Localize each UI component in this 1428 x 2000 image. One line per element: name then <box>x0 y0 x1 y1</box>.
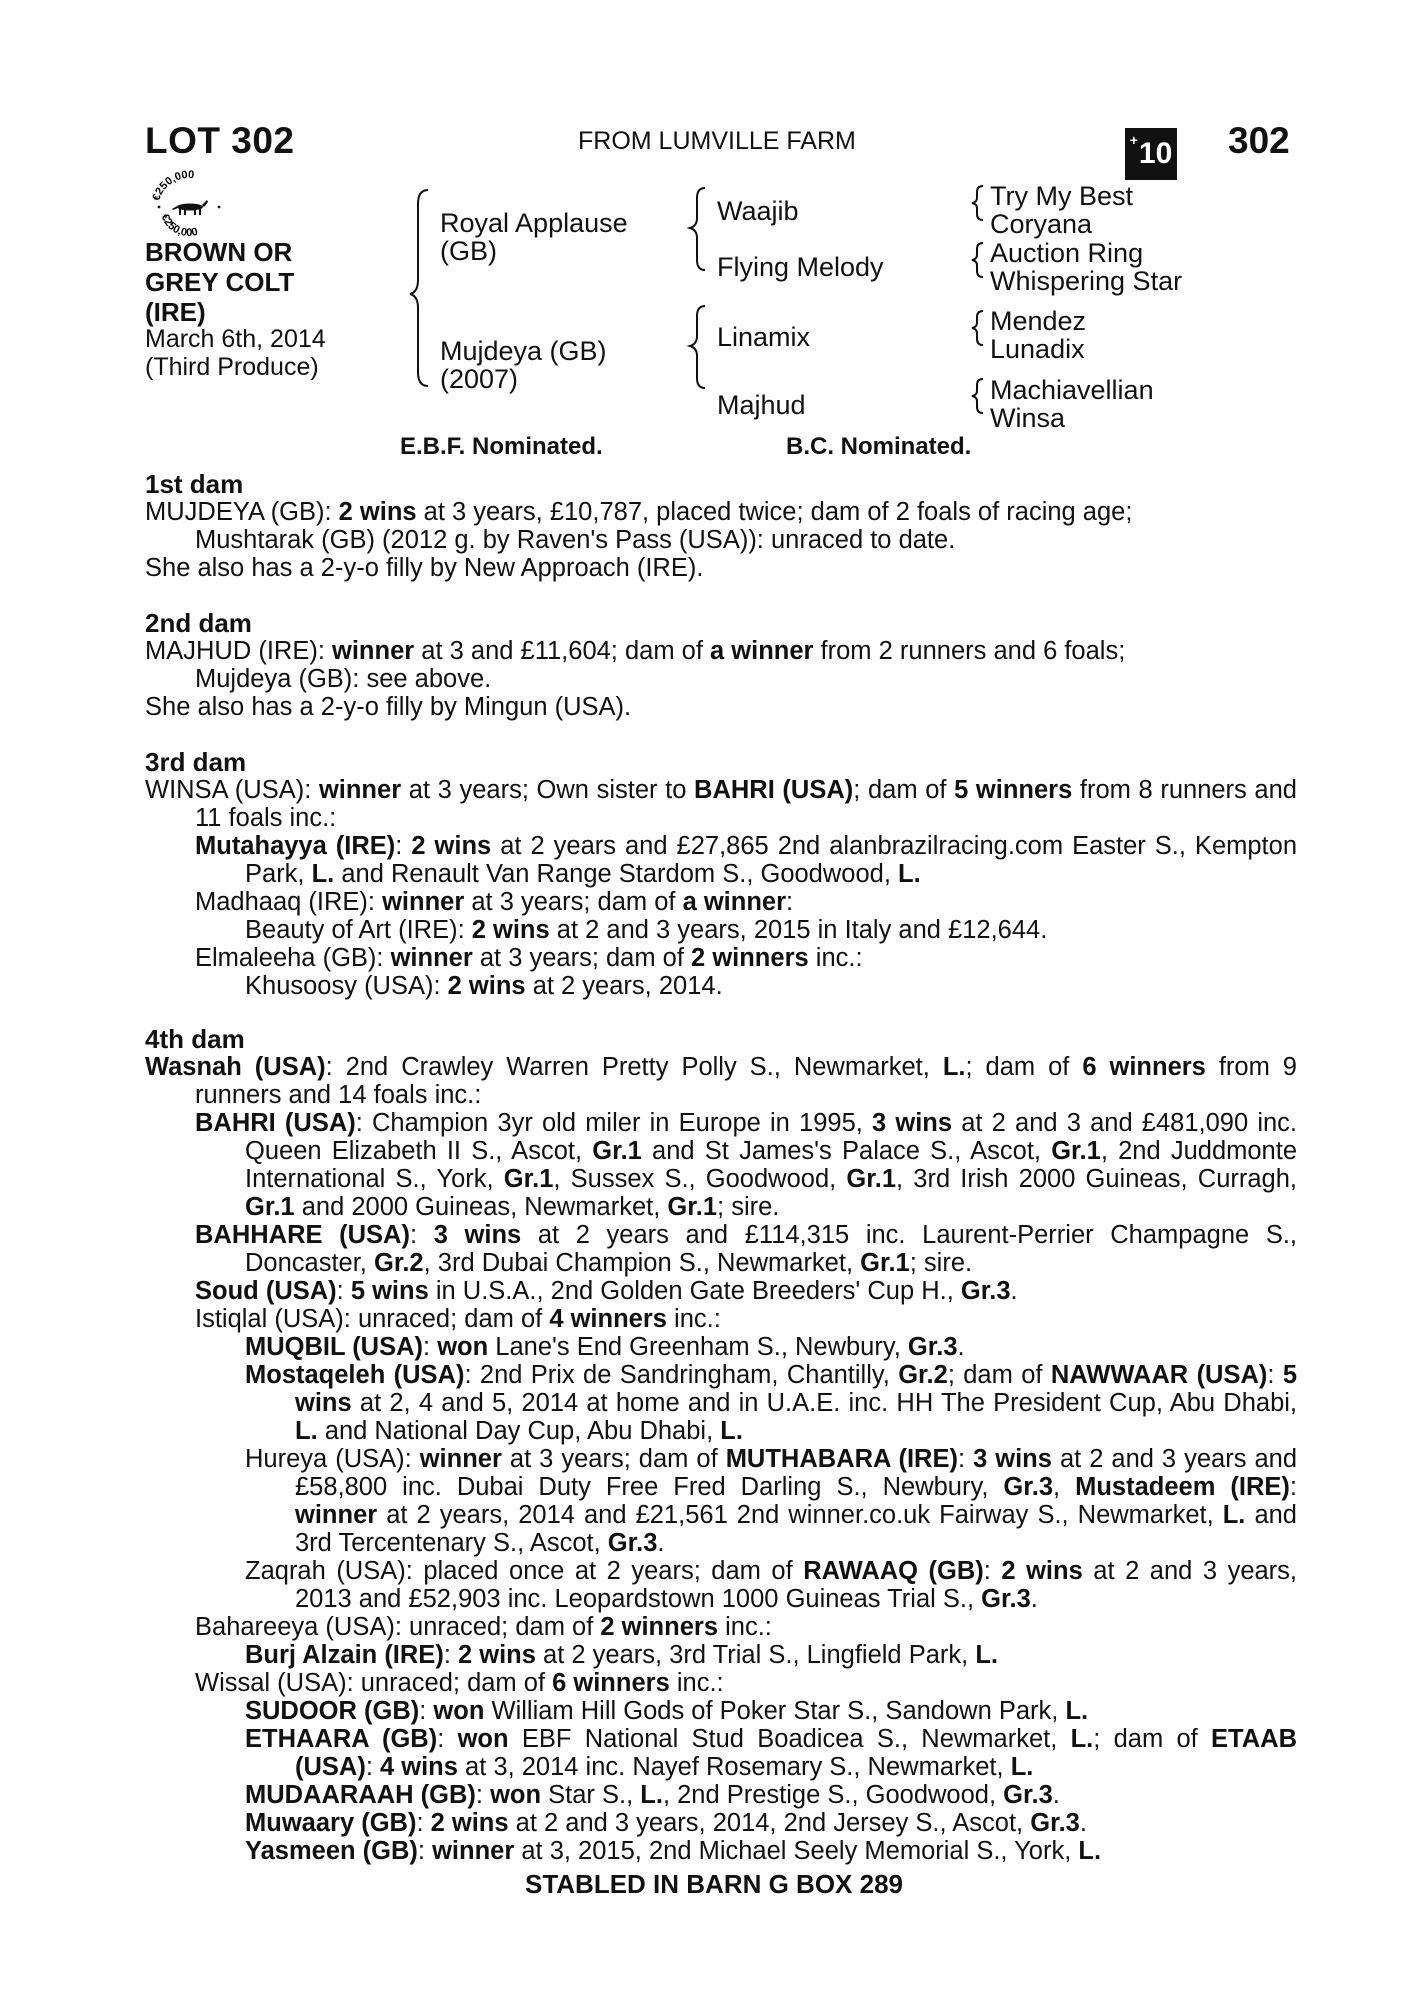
pedigree-dss: Mendez Lunadix <box>990 306 1087 364</box>
vendor-name: FROM LUMVILLE FARM <box>578 127 856 155</box>
pedigree-sire: Royal Applause (GB) <box>440 208 628 266</box>
section-heading: 2nd dam <box>145 608 252 638</box>
pedigree-dds: Machiavellian Winsa <box>990 375 1154 433</box>
horse-description: BROWN OR GREY COLT (IRE) <box>145 237 295 327</box>
stabling-info: STABLED IN BARN G BOX 289 <box>524 1869 903 1899</box>
birth-info: March 6th, 2014 (Third Produce) <box>145 325 326 381</box>
section-heading: 3rd dam <box>145 747 247 777</box>
first-dam-section: 1st dam MUJDEYA (GB): 2 wins at 3 years, £10,787, placed twice; dam of 2 foals of racing age; Mushtarak (GB) (2012 g. by Raven's Pass (USA)): unraced to date. She also has a 2-y-o filly by New Approach (IRE). <box>145 470 1297 582</box>
badge-plus10: + 10 <box>1125 128 1177 180</box>
section-heading: 4th dam <box>145 1024 245 1054</box>
pedigree-ss: Waajib <box>717 196 799 226</box>
lot-title: LOT 302 <box>145 120 295 161</box>
pedigree-sss: Try My Best Coryana <box>990 181 1134 239</box>
lot-number: 302 <box>1228 120 1290 161</box>
pedigree-sd: Flying Melody <box>717 252 884 282</box>
ebf-nominated: E.B.F. Nominated. <box>400 433 603 460</box>
second-dam-section: 2nd dam MAJHUD (IRE): winner at 3 and £11,604; dam of a winner from 2 runners and 6 foals; Mujdeya (GB): see above. She also has a 2-y-o filly by Mingun (USA). <box>145 609 1297 721</box>
pedigree-dam: Mujdeya (GB) (2007) <box>440 336 607 394</box>
pedigree-sds: Auction Ring Whispering Star <box>990 238 1183 296</box>
pedigree-dd: Majhud <box>717 390 806 420</box>
third-dam-section: 3rd dam WINSA (USA): winner at 3 years; Own sister to BAHRI (USA); dam of 5 winners from 8 runners and 11 foals inc.: Mutahayya (IRE): 2 wins at 2 years and £27,865 2nd alanbrazilracing.com Easter S., Kempton Park, L. and Renault Van Range Stardom S., Goodwood, L. Madhaaq (IRE): winner at 3 years; dam of a winner: Beauty of Art (IRE): 2 wins at 2 and 3 years, 2015 in Italy and £12,644. Elmaleeha (GB): winner at 3 years; dam of 2 winners inc.: Khusoosy (USA): 2 wins at 2 years, 2014. <box>145 747 1297 1000</box>
fourth-dam-section: 4th dam Wasnah (USA): 2nd Crawley Warren Pretty Polly S., Newmarket, L.; dam of 6 winners from 9 runners and 14 foals inc.: BAHRI (USA): Champion 3yr old miler in Europe in 1995, 3 wins at 2 and 3 and £481,090 inc. Queen Elizabeth II S., Ascot, Gr.1 and St James's Palace S., Ascot, Gr.1, 2nd Juddmonte International S., York, Gr.1, Sussex S., Goodwood, Gr.1, 3rd Irish 2000 Guineas, Curragh, Gr.1 and 2000 Guineas, Newmarket, Gr.1; sire. BAHHARE (USA): 3 wins at 2 years and £114,315 inc. Laurent-Perrier Champagne S., Doncaster, Gr.2, 3rd Dubai Champion S., Newmarket, Gr.1; sire. Soud (USA): 5 wins in U.S.A., 2nd Golden Gate Breeders' Cup H., Gr.3. Istiqlal (USA): unraced; dam of 4 winners inc.: MUQBIL (USA): won Lane's End Greenham S., Newbury, Gr.3. Mostaqeleh (USA): 2nd Prix de Sandringham, Chantilly, Gr.2; dam of NAWWAAR (USA): 5 wins at 2, 4 and 5, 2014 at home and in U.A.E. inc. HH The President Cup, Abu Dhabi, L. and National Day Cup, Abu Dhabi, L. Hureya (USA): winner at 3 years; dam of MUTHABARA (IRE): 3 wins at 2 and 3 years and £58,800 inc. Dubai Duty Free Fred Darling S., Newbury, Gr.3, Mustadeem (IRE): winner at 2 years, 2014 and £21,561 2nd winner.co.uk Fairway S., Newmarket, L. and 3rd Tercentenary S., Ascot, Gr.3. Zaqrah (USA): placed once at 2 years; dam of RAWAAQ (GB): 2 wins at 2 and 3 years, 2013 and £52,903 inc. Leopardstown 1000 Guineas Trial S., Gr.3. Bahareeya (USA): unraced; dam of 2 winners inc.: Burj Alzain (IRE): 2 wins at 2 years, 3rd Trial S., Lingfield Park, L. Wissal (USA): unraced; dam of 6 winners inc.: SUDOOR (GB): won William Hill Gods of Poker Star S., Sandown Park, L. ETHAARA (GB): won EBF National Stud Boadicea S., Newmarket, L.; dam of ETAAB (USA): 4 wins at 3, 2014 inc. Nayef Rosemary S., Newmarket, L. MUDAARAAH (GB): won Star S., L., 2nd Prestige S., Goodwood, Gr.3. Muwaary (GB): 2 wins at 2 and 3 years, 2014, 2nd Jersey S., Ascot, Gr.3. Yasmeen (GB): winner at 3, 2015, 2nd Michael Seely Memorial S., York, L. <box>145 1024 1298 1865</box>
bc-nominated: B.C. Nominated. <box>786 433 972 460</box>
svg-text:€250,000: €250,000 <box>158 212 200 240</box>
section-heading: 1st dam <box>145 469 244 499</box>
pedigree-ds: Linamix <box>717 322 811 352</box>
price-stamp-icon <box>150 167 228 245</box>
svg-text:€250,000: €250,000 <box>150 168 195 203</box>
